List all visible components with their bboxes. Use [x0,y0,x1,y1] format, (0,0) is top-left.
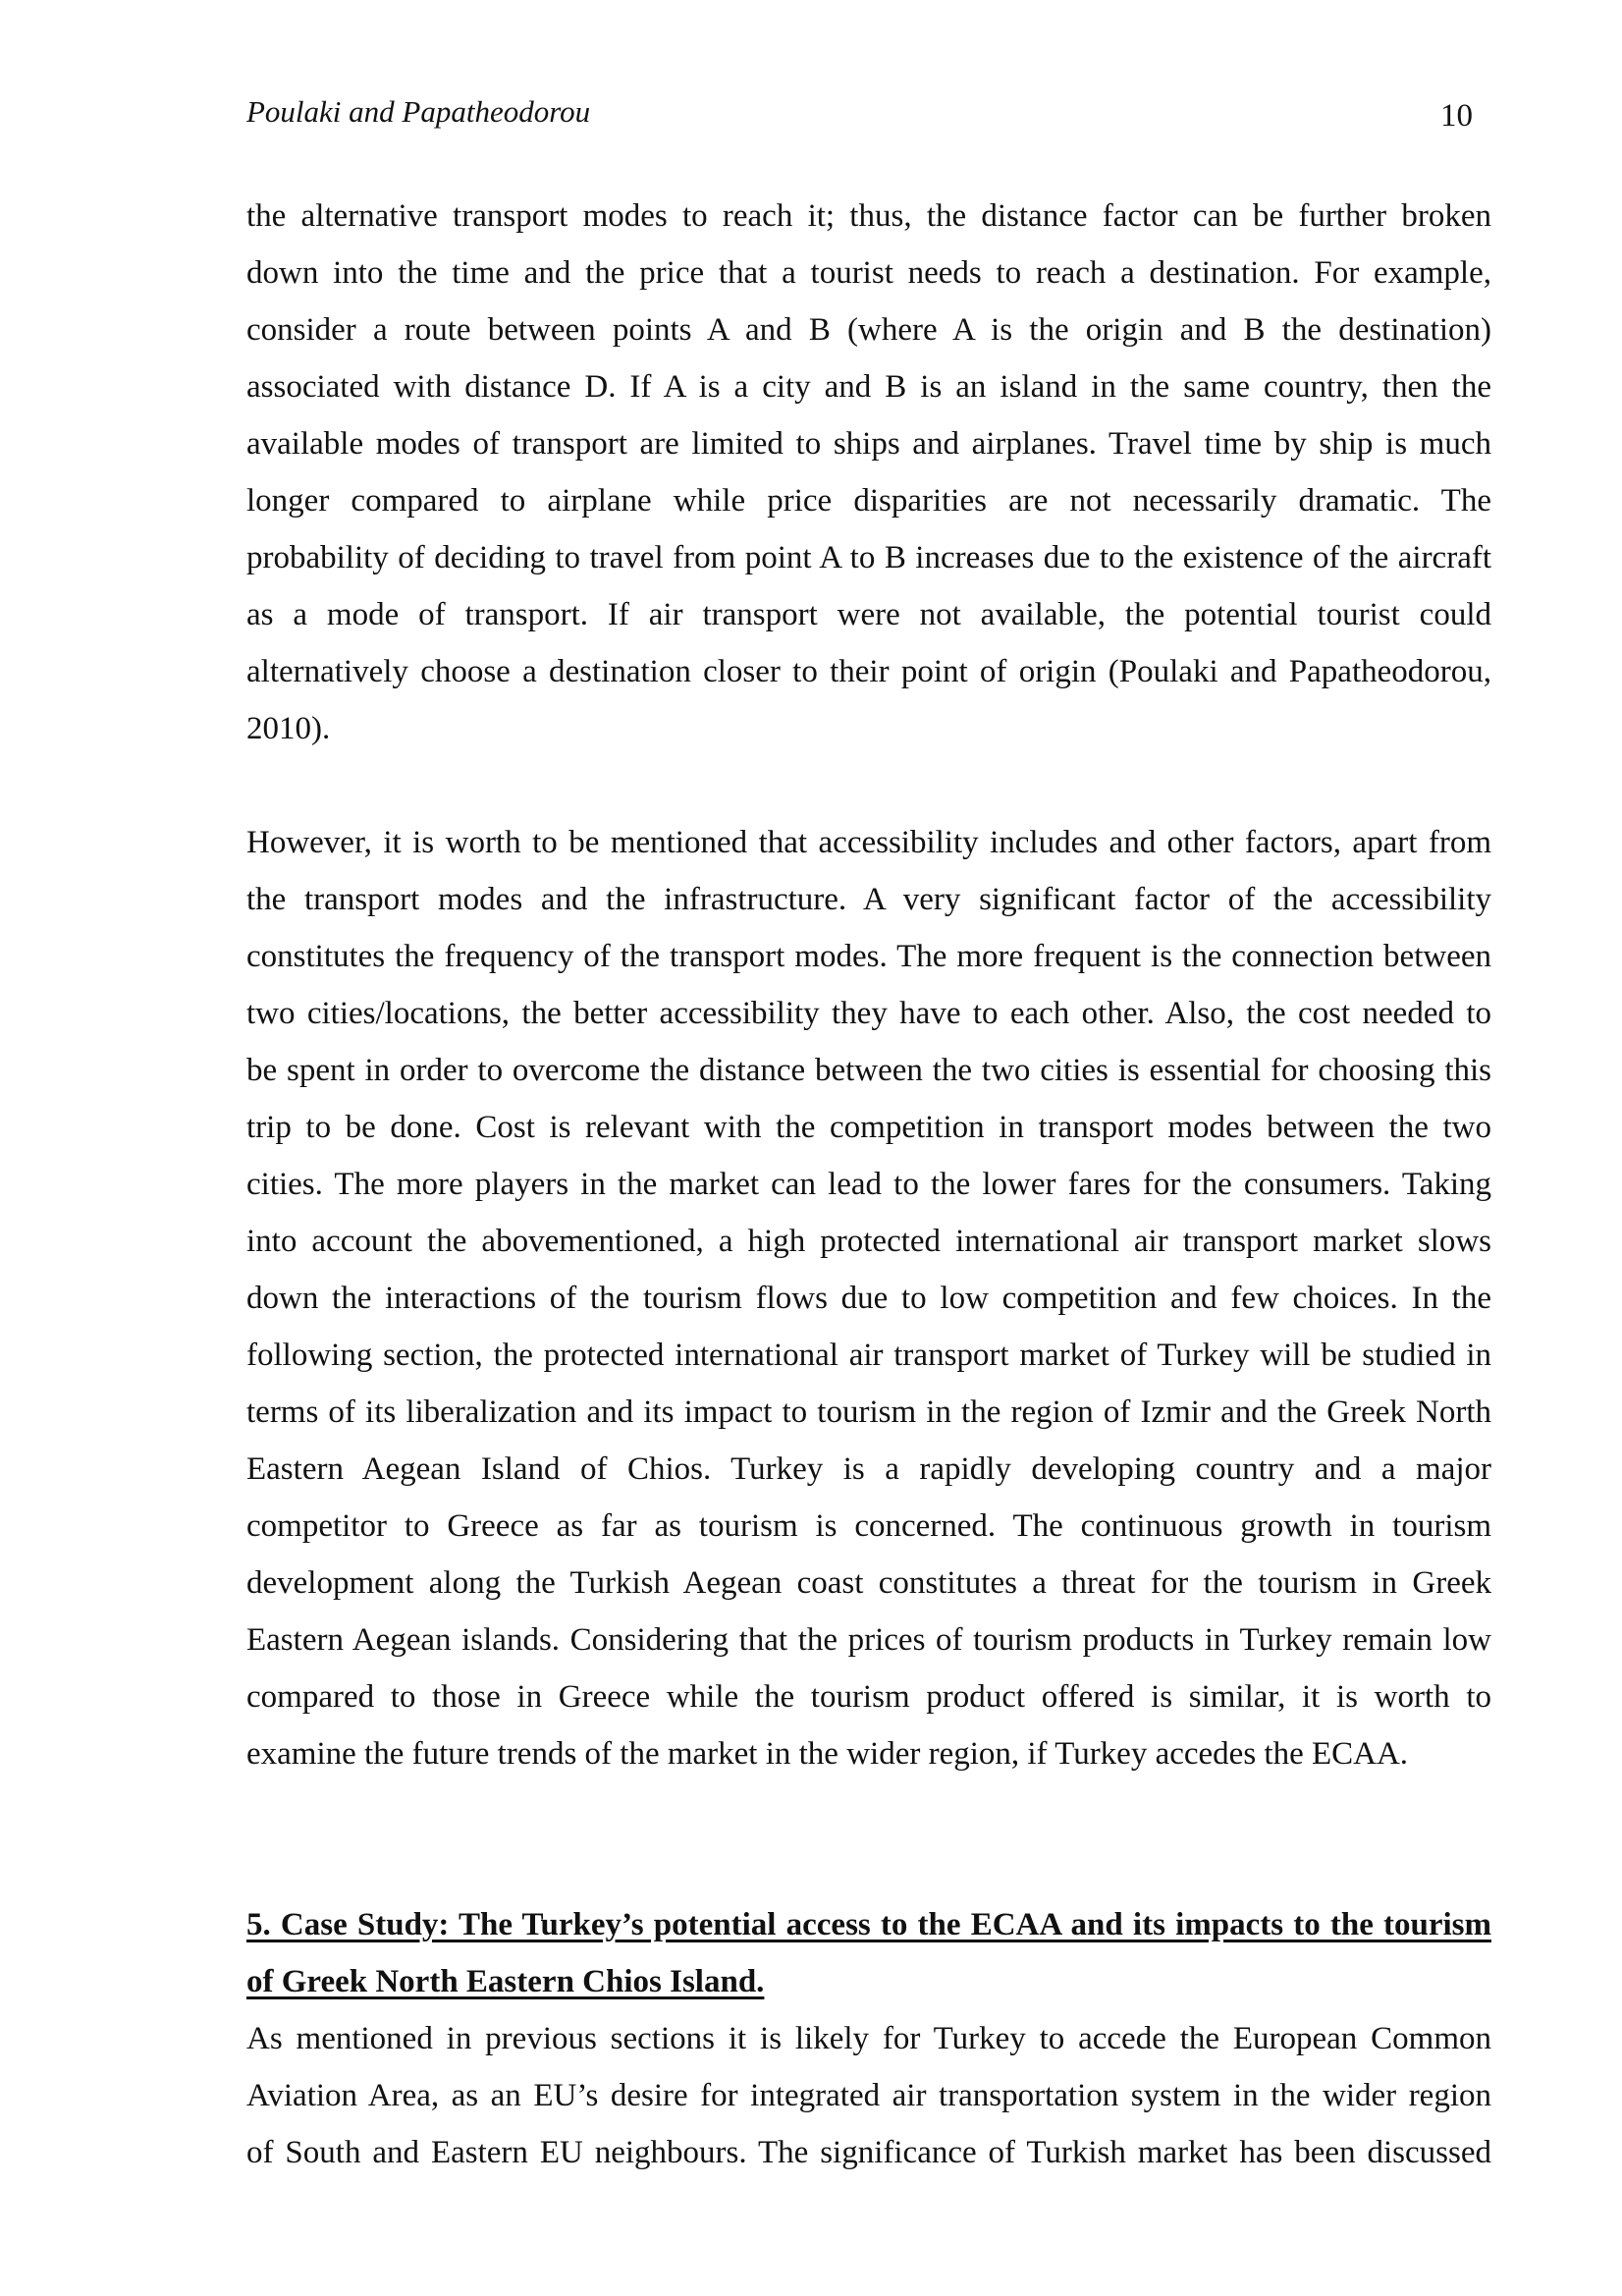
text-line: of South and Eastern EU neighbours. The significance of Turkish market has been discussed [246,2135,1491,2170]
section-spacer [246,1782,1491,1896]
text-line: as a mode of transport. If air transport were not available, the potential tourist could [246,597,1491,632]
text-line: alternatively choose a destination closer to their point of origin (Poulaki and Papatheodorou, [246,654,1491,689]
text-line: development along the Turkish Aegean coast constitutes a threat for the tourism in Greek [246,1565,1491,1601]
paragraph-accessibility-factors [246,814,1491,1782]
text-line: two cities/locations, the better accessibility they have to each other. Also, the cost needed to [246,996,1491,1031]
text-line: the transport modes and the infrastructure. A very significant factor of the accessibility [246,882,1491,917]
text-line: 2010). [246,711,331,746]
paragraph-spacer [246,757,1491,814]
text-line: longer compared to airplane while price disparities are not necessarily dramatic. The [246,483,1491,519]
paragraph-accessibility-distance [246,188,1491,757]
text-line: Aviation Area, as an EU’s desire for integrated air transportation system in the wider region [246,2078,1491,2113]
text-line: As mentioned in previous sections it is likely for Turkey to accede the European Common [246,2021,1491,2056]
page-body [246,188,1491,2181]
text-line: examine the future trends of the market in the wider region, if Turkey accedes the ECAA. [246,1736,1409,1772]
text-line: Eastern Aegean Island of Chios. Turkey is a rapidly developing country and a major [246,1451,1491,1487]
text-line: down into the time and the price that a tourist needs to reach a destination. For example, [246,255,1491,291]
text-line: following section, the protected international air transport market of Turkey will be studied in [246,1338,1491,1373]
text-line: competitor to Greece as far as tourism is concerned. The continuous growth in tourism [246,1508,1491,1544]
text-line: However, it is worth to be mentioned that accessibility includes and other factors, apart from [246,825,1491,860]
heading-line: of Greek North Eastern Chios Island. [246,1964,765,1999]
text-line: probability of deciding to travel from point A to B increases due to the existence of the aircraft [246,540,1491,575]
text-line: associated with distance D. If A is a city and B is an island in the same country, then the [246,369,1491,405]
text-line: constitutes the frequency of the transport modes. The more frequent is the connection between [246,939,1491,974]
text-line: cities. The more players in the market can lead to the lower fares for the consumers. Taking [246,1167,1491,1202]
heading-line: 5. Case Study: The Turkey’s potential access to the ECAA and its impacts to the tourism [246,1907,1491,1942]
page-number: 10 [1440,98,1473,134]
text-line: trip to be done. Cost is relevant with the competition in transport modes between the two [246,1110,1491,1145]
text-line: into account the abovementioned, a high protected international air transport market slows [246,1224,1491,1259]
text-line: be spent in order to overcome the distance between the two cities is essential for choosing this [246,1053,1491,1088]
text-line: consider a route between points A and B (where A is the origin and B the destination) [246,312,1491,348]
text-line: available modes of transport are limited to ships and airplanes. Travel time by ship is much [246,426,1491,462]
running-header-authors: Poulaki and Papatheodorou [246,94,591,129]
text-line: terms of its liberalization and its impact to tourism in the region of Izmir and the Greek North [246,1394,1491,1430]
text-line: Eastern Aegean islands. Considering that the prices of tourism products in Turkey remain low [246,1622,1491,1658]
section-heading [246,1896,1491,2010]
text-line: compared to those in Greece while the tourism product offered is similar, it is worth to [246,1679,1491,1715]
text-line: the alternative transport modes to reach it; thus, the distance factor can be further broken [246,198,1491,234]
paragraph-case-study [246,2010,1491,2181]
text-line: down the interactions of the tourism flows due to low competition and few choices. In the [246,1281,1491,1316]
